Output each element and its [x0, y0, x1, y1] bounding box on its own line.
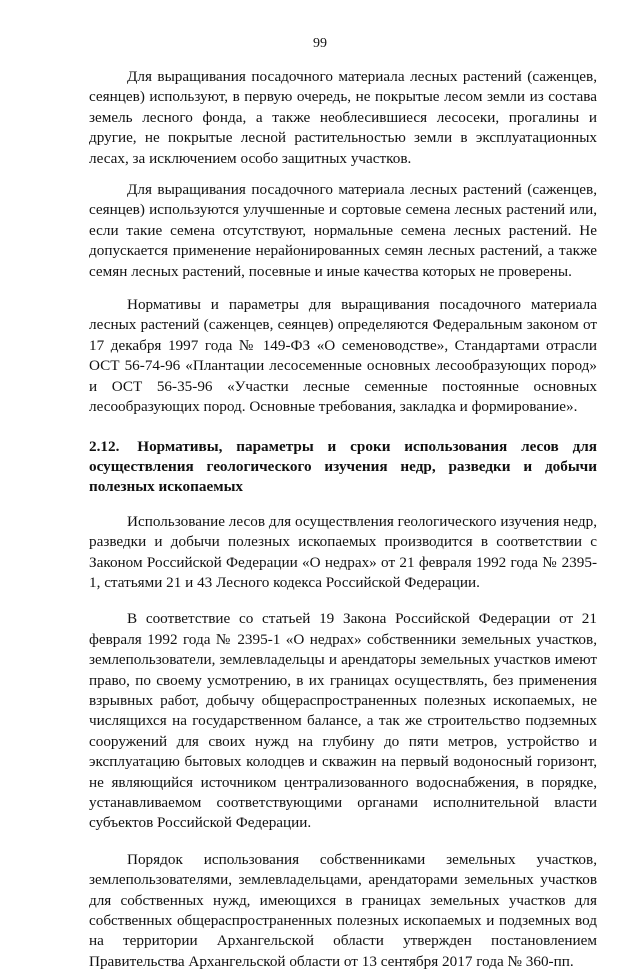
paragraph-planting-land: Для выращивания посадочного материала лесных растений (саженцев, сеянцев) используют, в первую очередь, не покрытые лесом земли из состава земель лесного фонда, а также необлесившиеся лесосеки, прогалины и другие, не покрытые лесной растительностью земли в эксплуатационных лесах, за исключением особо защитных участков. — [89, 68, 597, 167]
page-number: 99 — [313, 36, 327, 51]
paragraph-seed-requirements: Для выращивания посадочного материала лесных растений (саженцев, сеянцев) используются улучшенные и сортовые семена лесных растений или, если такие семена отсутствуют, нормальные семена лесных растений. Не допускается применение нерайонированных семян лесных растений, а также семян лесных растений, посевные и иные качества которых не проверены. — [89, 181, 597, 280]
section-title: Нормативы, параметры и сроки использования лесов для осуществления геологического изучения недр, разведки и добычи полезных ископаемых — [89, 437, 598, 496]
paragraph-usage-procedure: Порядок использования собственниками земельных участков, землепользователями, землевладельцами, арендаторами земельных участков для собственных нужд, имеющихся в границах земельных участков для собственных общераспространенных полезных ископаемых и подземных вод на территории Архангельской области утвержден постановлением Правительства Архангельской области от 13 сентября 2017 года № 360-пп. — [89, 850, 597, 970]
paragraph-owner-rights: В соответствие со статьей 19 Закона Российской Федерации от 21 февраля 1992 года № 2395-1 «О недрах» собственники земельных участков, землепользователи, землевладельцы и арендаторы земельных участков имеют право, по своему усмотрению, в их границах осуществлять, без применения взрывных работ, добычу общераспространенных полезных ископаемых, не числящихся на государственном балансе, а так же строительство подземных сооружений для своих нужд на глубину до пяти метров, устройство и эксплуатацию бытовых колодцев и скважин на первый водоносный горизонт, не являющийся источником централизованного водоснабжения, в порядке, устанавливаемом соответствующими органами исполнительной власти субъектов Российской Федерации. — [89, 610, 597, 832]
page-content — [89, 67, 597, 972]
paragraph-geology-basis: Использование лесов для осуществления геологического изучения недр, разведки и добычи полезных ископаемых производится в соответствии с Законом Российской Федерации «О недрах» от 21 февраля 1992 года № 2395-1, статьями 21 и 43 Лесного кодекса Российской Федерации. — [89, 512, 597, 591]
section-number: 2.12. — [89, 437, 120, 455]
section-heading — [89, 437, 597, 498]
paragraph-planting-norms: Нормативы и параметры для выращивания посадочного материала лесных растений (саженцев, сеянцев) определяются Федеральным законом от 17 декабря 1997 года № 149-ФЗ «О семеноводстве», Стандартами отрасли ОСТ 56-74-96 «Плантации лесосеменные основных лесообразующих пород» и ОСТ 56-35-96 «Участки лесные семенные постоянные основных лесообразующих пород. Основные требования, закладка и формирование». — [89, 296, 597, 416]
